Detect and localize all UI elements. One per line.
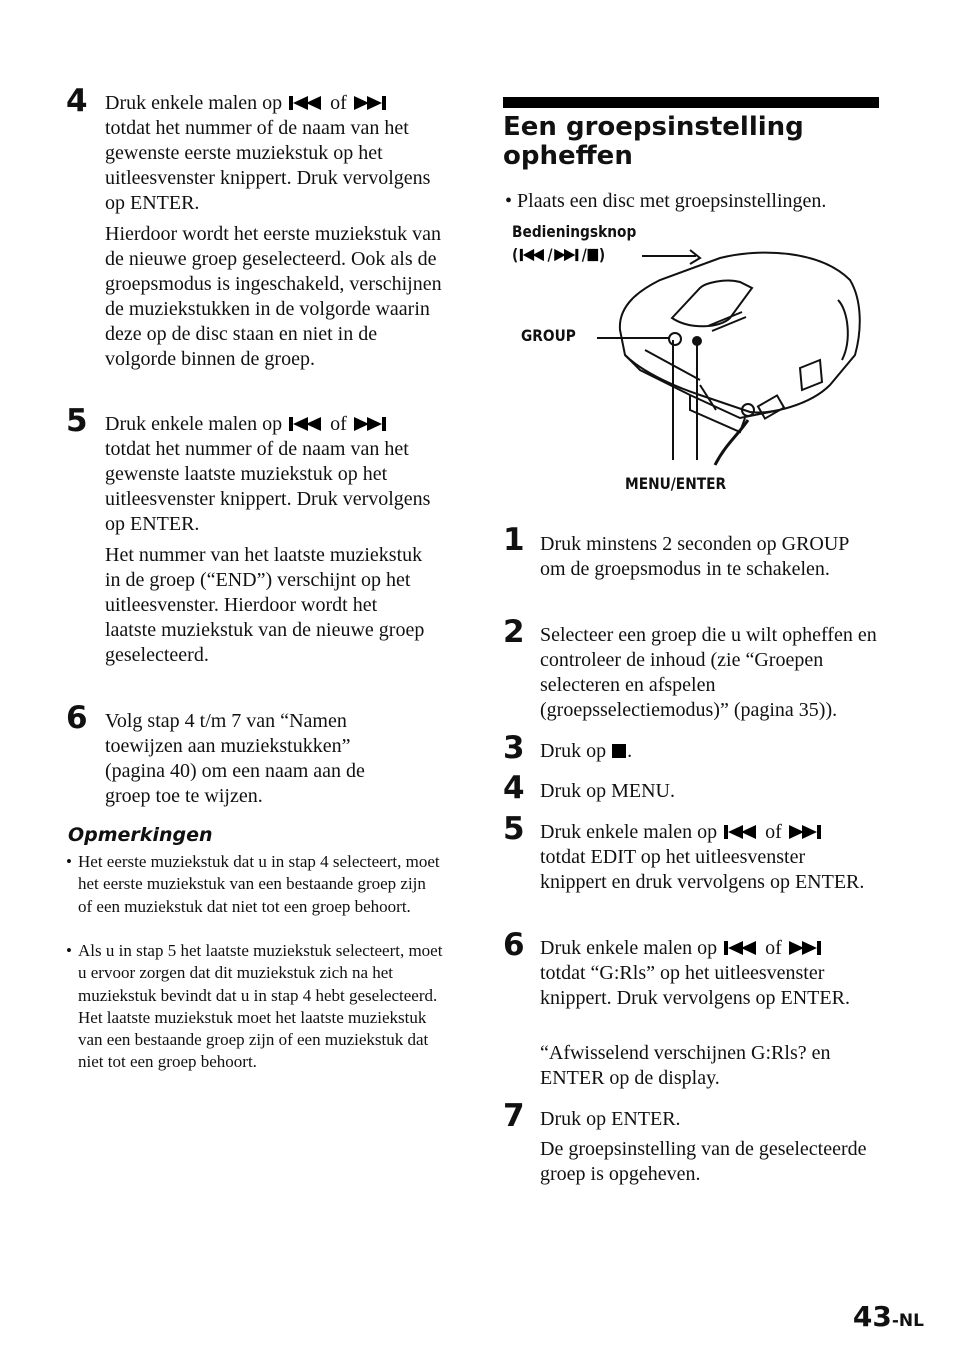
next-track-icon: [352, 95, 390, 111]
previous-track-icon: [722, 940, 760, 956]
prerequisite-bullet: • Plaats een disc met groepsinstellingen.: [505, 190, 827, 212]
step-number: 4: [66, 83, 88, 119]
step-4-explanation: Hierdoor wordt het eerste muziekstuk van de nieuwe groep geselecteerd. Ook als de groepsmodus is ingeschakeld, verschijnen de muziekstukken in de volgorde waarin deze op de disc staan en niet in de volgorde binnen de groep.: [105, 223, 442, 370]
step-3-text: [540, 739, 870, 764]
step-6-explanation: “Afwisselend verschijnen G:Rls? en ENTER op de display.: [540, 1042, 831, 1089]
step-text-rest: totdat “G:Rls” op het uitleesvenster knippert. Druk vervolgens op ENTER.: [540, 962, 850, 1009]
next-track-icon: [553, 248, 582, 262]
next-track-icon: [787, 824, 825, 840]
step-number: 2: [503, 614, 525, 650]
step-number: 6: [503, 927, 525, 963]
step-number: 4: [503, 770, 525, 806]
heading-rule: [503, 97, 879, 108]
heading-line: Een groepsinstelling: [503, 112, 804, 142]
heading-line: opheffen: [503, 141, 633, 171]
page-number-suffix: -NL: [891, 1311, 924, 1331]
step-6-text: Volg stap 4 t/m 7 van “Namen toewijzen aan muziekstukken” (pagina 40) om een naam aan de groep toe te wijzen.: [105, 710, 365, 807]
step-text-post: .: [627, 740, 633, 762]
section-heading: [503, 113, 804, 171]
step-text-rest: totdat het nummer of de naam van het gewenste eerste muziekstuk op het uitleesvenster knippert. Druk vervolgens op ENTER.: [105, 117, 431, 214]
step-text-of: of: [325, 92, 352, 114]
step-number: 5: [66, 403, 88, 439]
previous-track-icon: [518, 248, 547, 262]
step-number: 6: [66, 700, 88, 736]
next-track-icon: [352, 416, 390, 432]
note-item: • Het eerste muziekstuk dat u in stap 4 selecteert, moet het eerste muziekstuk van een bestaande groep zijn of een muziekstuk dat niet tot een groep behoort.: [66, 851, 444, 918]
step-1-text: Druk minstens 2 seconden op GROUP om de groepsmodus in te schakelen.: [540, 533, 849, 580]
step-number: 3: [503, 730, 525, 766]
previous-track-icon: [287, 416, 325, 432]
previous-track-icon: [287, 95, 325, 111]
step-text-pre: Druk enkele malen op: [540, 821, 723, 843]
page-number: [853, 1300, 924, 1333]
notes-title: Opmerkingen: [68, 824, 213, 846]
step-5-text: [540, 820, 870, 895]
step-2-text: Selecteer een groep die u wilt opheffen en controleer de inhoud (zie “Groepen selecteren en afspelen (groepsselectiemodus)” (pagina 35)).: [540, 624, 877, 721]
step-text-pre: Druk enkele malen op: [540, 937, 723, 959]
step-5-explanation: Het nummer van het laatste muziekstuk in de groep (“END”) verschijnt op het uitleesvenster. Hierdoor wordt het laatste muziekstuk van de nieuwe groep geselecteerd.: [105, 544, 425, 666]
bullet-text: Plaats een disc met groepsinstellingen.: [517, 190, 827, 212]
minidisc-player-drawing: [590, 238, 880, 468]
menu-enter-label: MENU/ENTER: [625, 474, 727, 493]
previous-track-icon: [722, 824, 760, 840]
step-text-pre: Druk enkele malen op: [105, 413, 288, 435]
group-label: GROUP: [521, 326, 576, 345]
step-4-text: [105, 91, 445, 216]
step-number: 7: [503, 1098, 525, 1134]
step-number: 5: [503, 811, 525, 847]
step-6-text: [540, 936, 870, 1011]
step-7-text: Druk op ENTER.: [540, 1108, 681, 1130]
key-slash: /: [581, 245, 587, 264]
step-text-of: of: [760, 937, 787, 959]
stop-icon: [611, 743, 627, 759]
next-track-icon: [787, 940, 825, 956]
step-text-of: of: [325, 413, 352, 435]
control-button-label: Bedieningsknop: [512, 222, 637, 241]
page-number-value: 43: [852, 1300, 892, 1333]
step-text-pre: Druk enkele malen op: [105, 92, 288, 114]
key-slash: /: [547, 245, 553, 264]
step-text-pre: Druk op: [540, 740, 612, 762]
step-text-rest: totdat het nummer of de naam van het gewenste laatste muziekstuk op het uitleesvenster knippert. Druk vervolgens op ENTER.: [105, 438, 431, 535]
step-7-explanation: De groepsinstelling van de geselecteerde groep is opgeheven.: [540, 1138, 867, 1185]
paren-open: (: [512, 245, 519, 264]
note-text: Het eerste muziekstuk dat u in stap 4 selecteert, moet het eerste muziekstuk van een bestaande groep zijn of een muziekstuk dat niet tot een groep behoort.: [78, 852, 440, 916]
paren-close: ): [598, 245, 606, 264]
step-number: 1: [503, 522, 525, 558]
note-item: • Als u in stap 5 het laatste muziekstuk selecteert, moet u ervoor zorgen dat dit muziekstuk zich na het muziekstuk bevindt dat u in stap 4 hebt geselecteerd. Het laatste muziekstuk moet het laatste muziekstuk van een bestaande groep zijn of een muziekstuk dat niet tot een groep behoort.: [66, 940, 444, 1074]
step-text-rest: totdat EDIT op het uitleesvenster knippert en druk vervolgens op ENTER.: [540, 846, 865, 893]
step-text-of: of: [760, 821, 787, 843]
note-text: Als u in stap 5 het laatste muziekstuk selecteert, moet u ervoor zorgen dat dit muziekstuk zich na het muziekstuk bevindt dat u in stap 4 hebt geselecteerd. Het laatste muziekstuk moet het laatste muziekstuk van een bestaande groep zijn of een muziekstuk dat niet tot een groep behoort.: [78, 941, 443, 1072]
step-4-text: Druk op MENU.: [540, 780, 675, 802]
step-5-text: [105, 412, 445, 537]
